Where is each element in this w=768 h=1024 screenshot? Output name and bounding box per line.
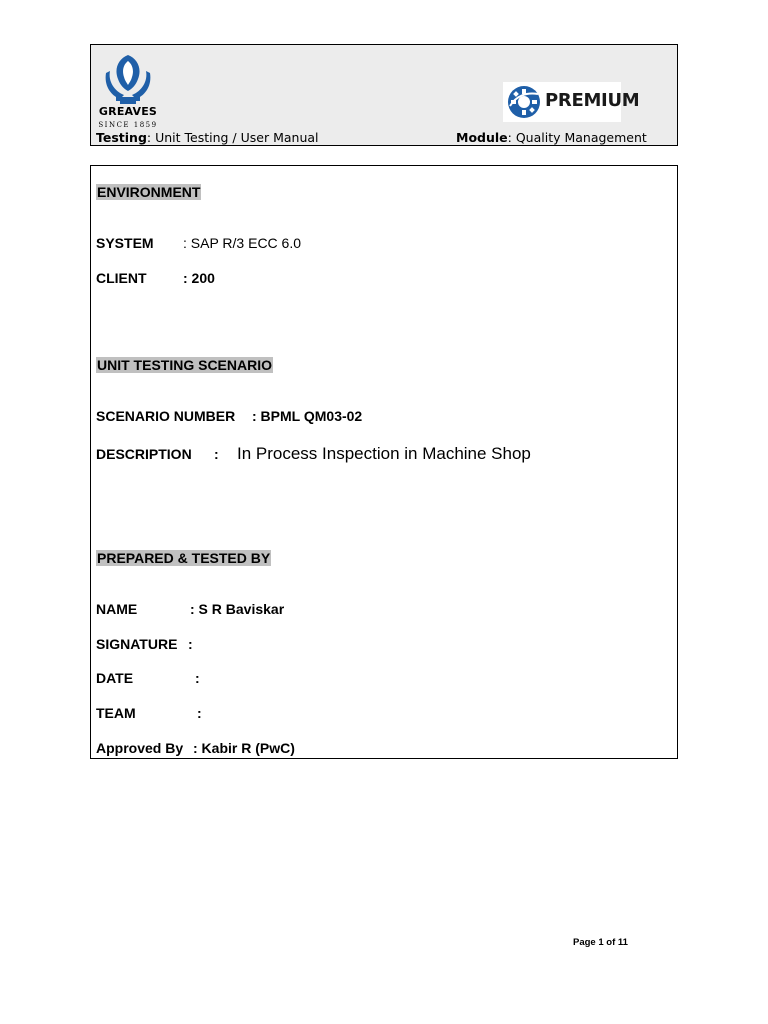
environment-heading: ENVIRONMENT	[97, 184, 201, 200]
module-value: : Quality Management	[507, 130, 647, 145]
premium-logo-text: PREMIUM	[545, 90, 640, 111]
scenario-heading: UNIT TESTING SCENARIO	[97, 357, 273, 373]
scenario-number-value: : BPML QM03-02	[252, 408, 363, 424]
testing-line	[96, 130, 319, 145]
date-label: DATE	[96, 670, 134, 686]
greaves-logo-name: GREAVES	[98, 105, 158, 118]
team-label: TEAM	[96, 705, 136, 721]
premium-gear-icon	[506, 84, 542, 120]
page-number: Page 1 of 11	[573, 937, 628, 948]
name-label: NAME	[96, 601, 138, 617]
greaves-logo-since: SINCE 1859	[98, 121, 158, 129]
approved-row	[96, 740, 295, 756]
scenario-heading-row	[96, 357, 273, 373]
document-header	[90, 44, 678, 146]
system-label: SYSTEM	[96, 235, 154, 251]
premium-logo	[503, 82, 640, 122]
signature-value: :	[188, 636, 193, 652]
team-value: :	[197, 705, 202, 721]
signature-label: SIGNATURE	[96, 636, 178, 652]
client-value: : 200	[183, 270, 215, 286]
name-value: : S R Baviskar	[190, 601, 285, 617]
approved-value: : Kabir R (PwC)	[193, 740, 295, 756]
team-row	[96, 705, 202, 721]
testing-label: Testing	[96, 130, 147, 145]
date-row	[96, 670, 200, 686]
description-colon: :	[214, 446, 219, 462]
prepared-heading-row	[96, 550, 271, 566]
name-row	[96, 601, 284, 617]
date-value: :	[195, 670, 200, 686]
description-row	[96, 444, 531, 464]
client-label: CLIENT	[96, 270, 147, 286]
client-row	[96, 270, 215, 286]
signature-row	[96, 636, 193, 652]
module-line	[456, 130, 647, 145]
description-label: DESCRIPTION	[96, 446, 192, 462]
prepared-heading: PREPARED & TESTED BY	[97, 550, 271, 566]
system-row	[96, 235, 301, 251]
document-body	[90, 165, 678, 759]
environment-heading-row	[96, 184, 201, 200]
scenario-number-row	[96, 408, 362, 424]
testing-value: : Unit Testing / User Manual	[146, 130, 319, 145]
description-value: In Process Inspection in Machine Shop	[237, 444, 531, 463]
approved-label: Approved By	[96, 740, 184, 756]
system-value: : SAP R/3 ECC 6.0	[183, 235, 302, 251]
scenario-number-label: SCENARIO NUMBER	[96, 408, 236, 424]
module-label: Module	[456, 130, 508, 145]
